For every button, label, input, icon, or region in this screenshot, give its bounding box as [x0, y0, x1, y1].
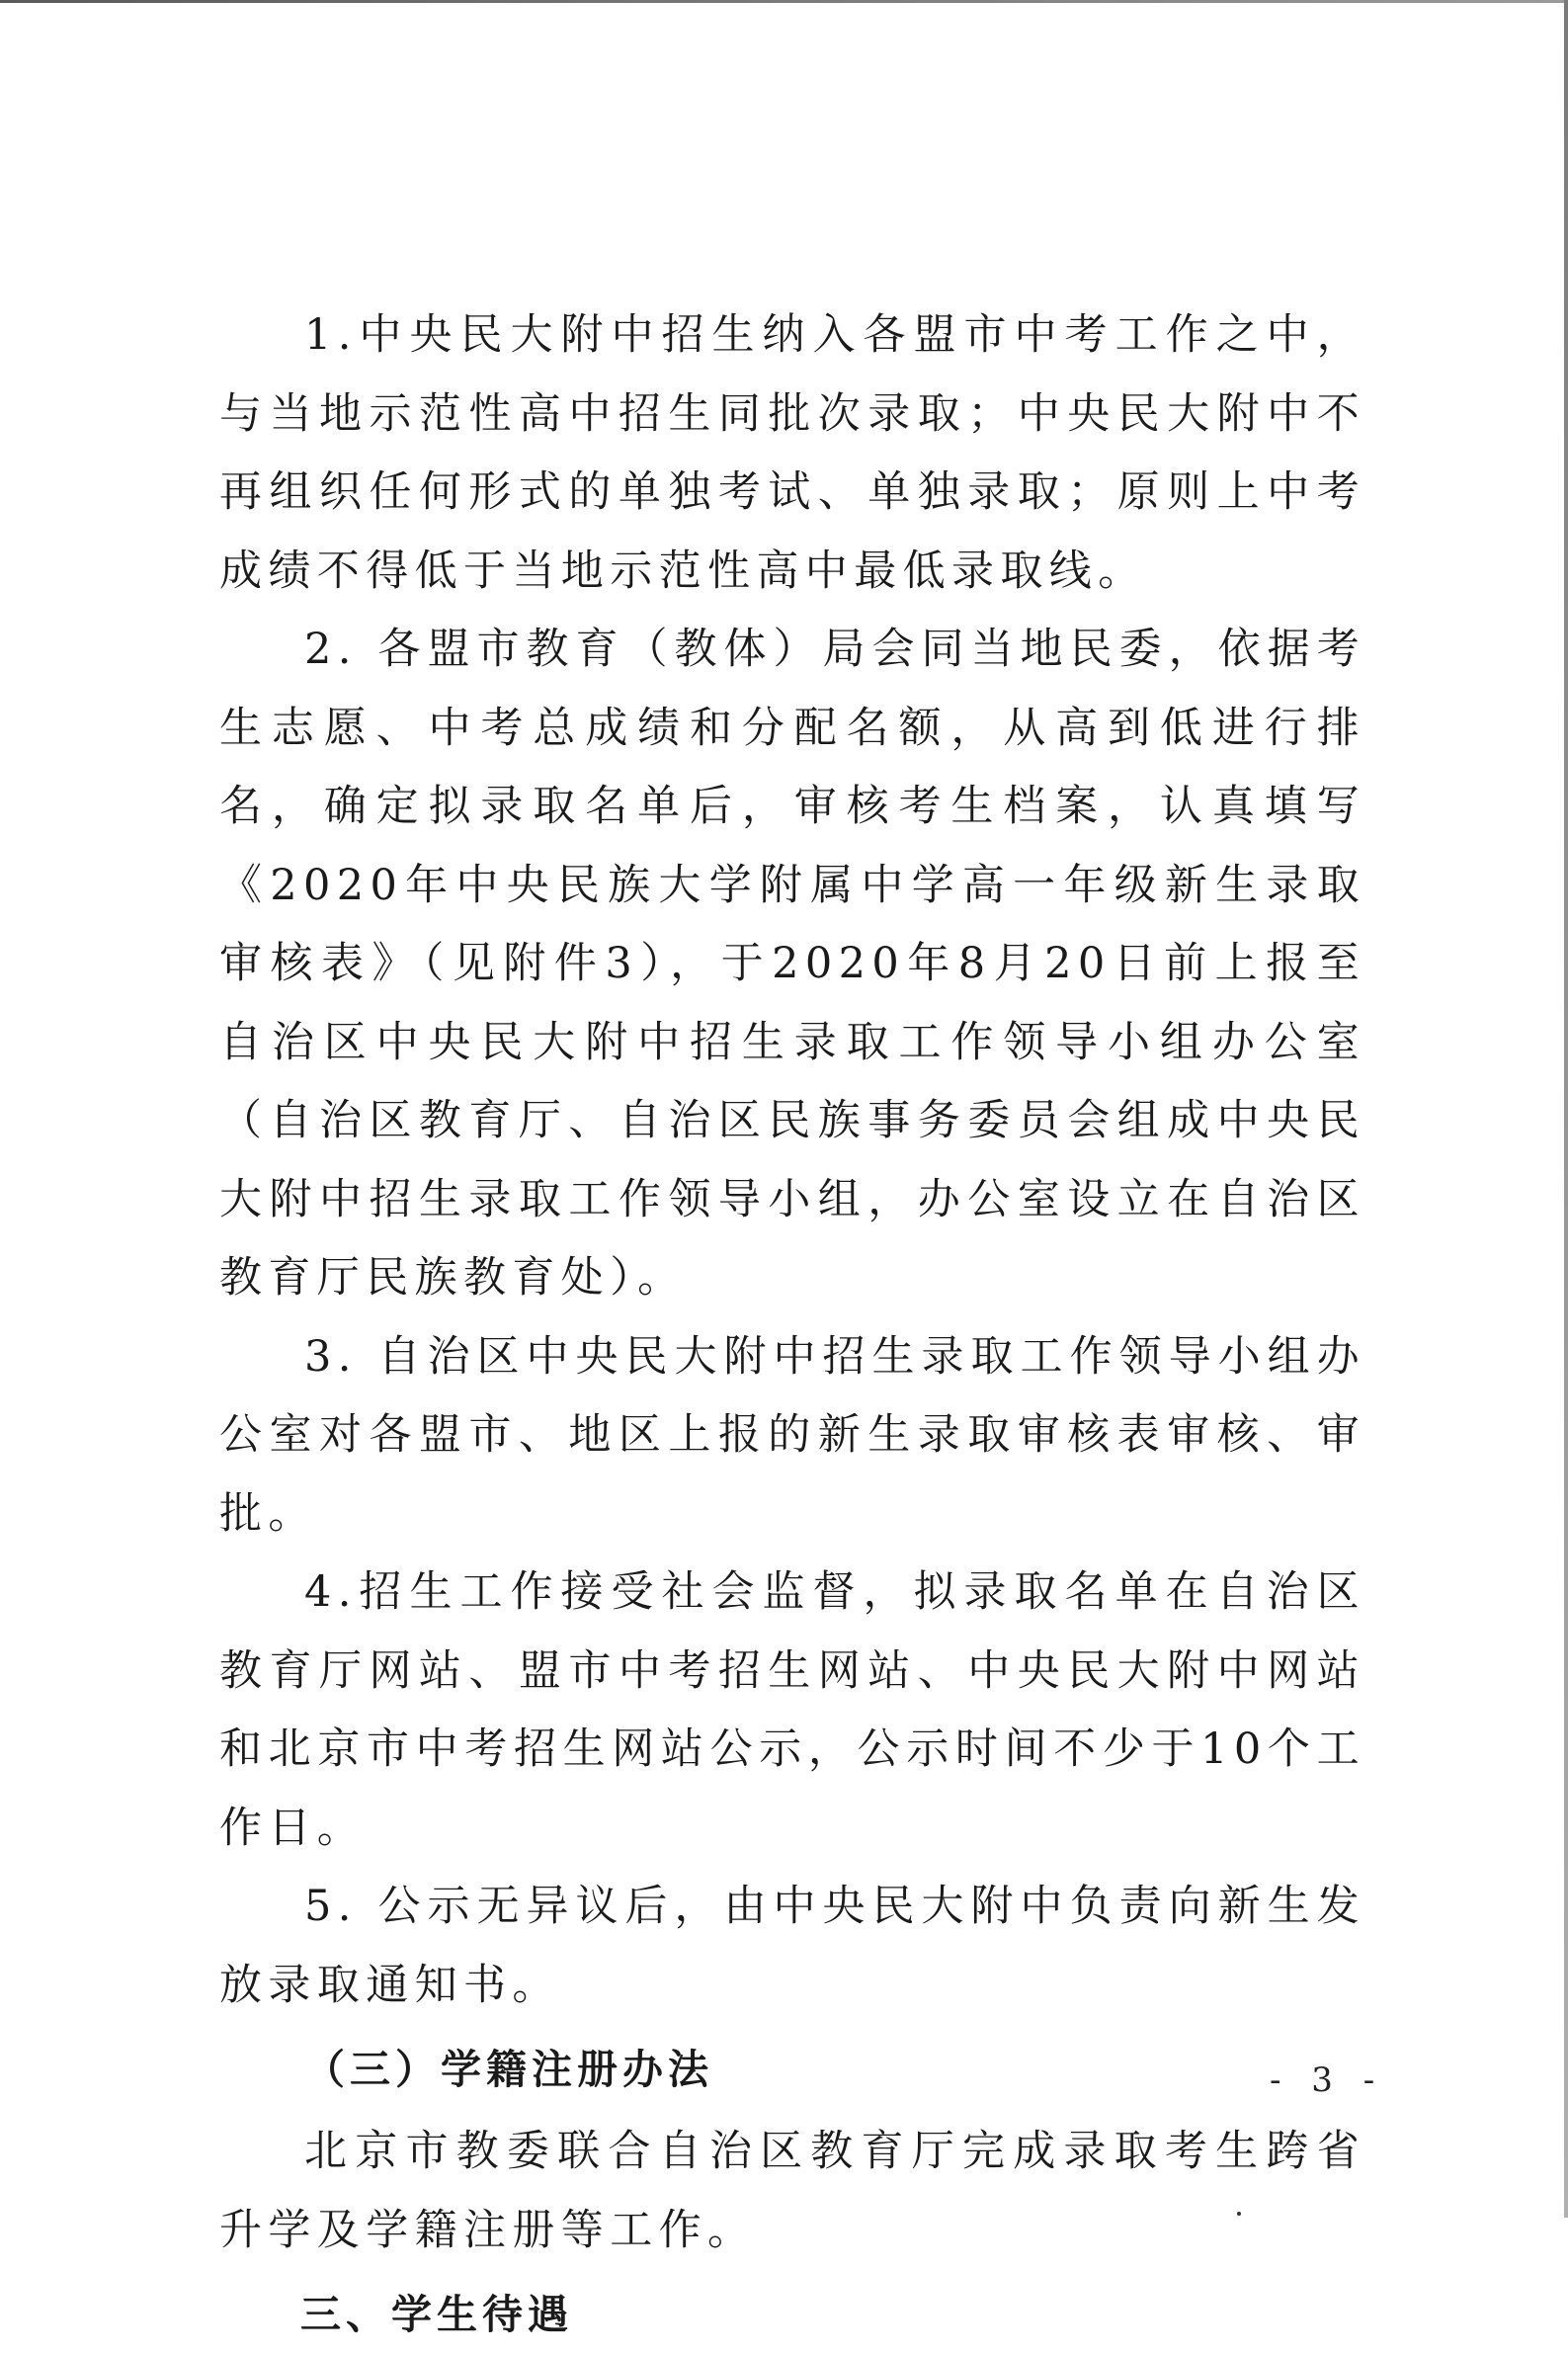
scan-artifact-dot — [1237, 2212, 1241, 2216]
paragraph-item-5: 5. 公示无异议后，由中央民大附中负责向新生发放录取通知书。 — [219, 1882, 1365, 2010]
page-number: - 3 - — [1270, 2060, 1385, 2100]
document-body — [219, 296, 1365, 2354]
paragraph-item-2: 2. 各盟市教育（教体）局会同当地民委，依据考生志愿、中考总成绩和分配名额，从高到低进行排名，确定拟录取名单后，审核考生档案，认真填写《2020年中央民族大学附属中学高一年级新生录取审核表》（见附件3），于2020年8月20日前上报至自治区中央民大附中招生录取工作领导小组办公室（自治区教育厅、自治区民族事务委员会组成中央民大附中招生录取工作领导小组，办公室设立在自治区教育厅民族教育处）。 — [219, 625, 1365, 1303]
paragraph-item-1: 1.中央民大附中招生纳入各盟市中考工作之中，与当地示范性高中招生同批次录取；中央民大附中不再组织任何形式的单独考试、单独录取；原则上中考成绩不得低于当地示范性高中最低录取线。 — [219, 310, 1365, 596]
paragraph-registration: 北京市教委联合自治区教育厅完成录取考生跨省升学及学籍注册等工作。 — [219, 2127, 1365, 2255]
paragraph-item-4: 4.招生工作接受社会监督，拟录取名单在自治区教育厅网站、盟市中考招生网站、中央民大附中网站和北京市中考招生网站公示，公示时间不少于10个工作日。 — [219, 1567, 1365, 1853]
section-heading: 三、学生待遇 — [300, 2291, 573, 2338]
scan-edge-right — [1564, 0, 1568, 2218]
paragraph-item-3: 3. 自治区中央民大附中招生录取工作领导小组办公室对各盟市、地区上报的新生录取审核表审核、审批。 — [219, 1331, 1365, 1539]
subheading-registration: （三）学籍注册办法 — [304, 2046, 713, 2093]
scan-edge-top — [0, 0, 1568, 3]
